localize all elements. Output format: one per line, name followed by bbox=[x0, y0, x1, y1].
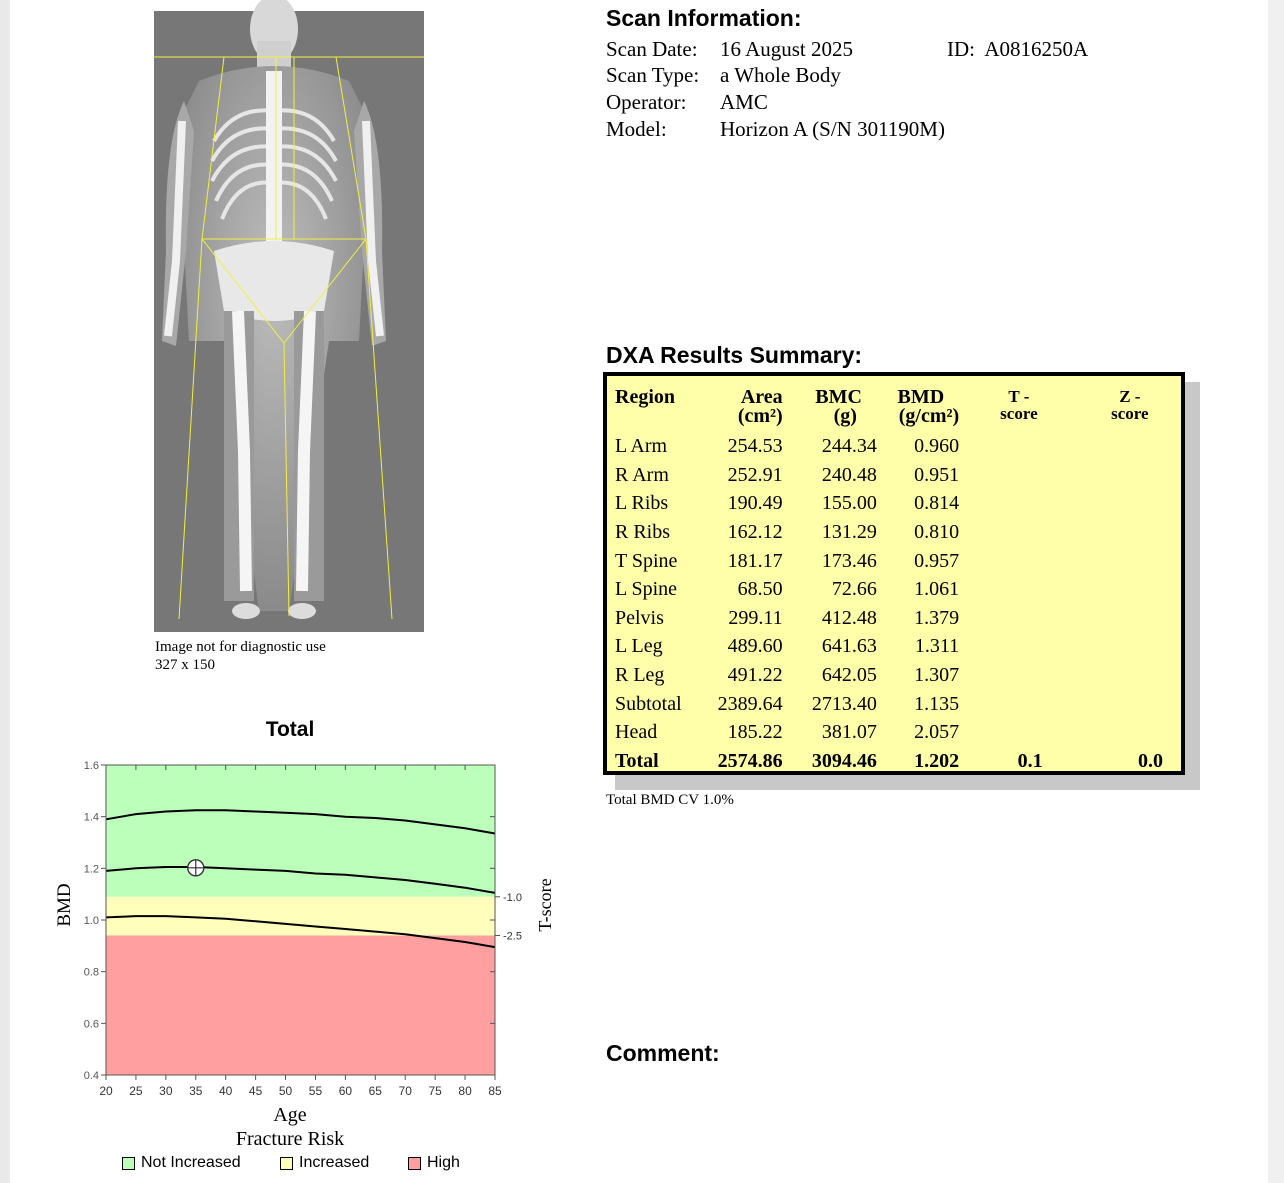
bmd-cv-note: Total BMD CV 1.0% bbox=[606, 792, 734, 808]
t-score-axis-title: T-score bbox=[535, 878, 555, 932]
cell-area: 252.91 bbox=[727, 463, 783, 486]
cell-area: 254.53 bbox=[727, 435, 783, 458]
y-tick-label: 1.4 bbox=[83, 811, 99, 824]
results-heading: DXA Results Summary: bbox=[606, 342, 863, 368]
y-tick-label: 1.6 bbox=[83, 760, 99, 772]
fracture-risk-title: Fracture Risk bbox=[235, 1128, 345, 1150]
cell-bmc: 412.48 bbox=[821, 606, 877, 629]
cell-bmd: 0.810 bbox=[914, 521, 960, 544]
x-tick-label: 85 bbox=[488, 1084, 502, 1098]
cell-z bbox=[1079, 546, 1181, 575]
cell-bmd: 0.814 bbox=[914, 492, 960, 515]
cell-t bbox=[959, 432, 1078, 461]
cell-bmc: 131.29 bbox=[821, 521, 877, 544]
cell-area: 181.17 bbox=[727, 549, 783, 572]
x-tick-label: 55 bbox=[308, 1084, 323, 1098]
dxa-scan-image bbox=[154, 11, 424, 632]
results-box bbox=[603, 372, 1185, 775]
image-caption: Image not for diagnostic use bbox=[155, 639, 326, 655]
cell-z bbox=[1079, 632, 1181, 661]
cell-z bbox=[1079, 518, 1181, 547]
cell-bmd: 1.311 bbox=[914, 635, 960, 658]
cell-t bbox=[959, 546, 1078, 575]
cell-z bbox=[1079, 689, 1181, 718]
cell-bmc: 381.07 bbox=[821, 721, 877, 744]
table-row bbox=[615, 632, 1181, 661]
model-value: Horizon A (S/N 301190M) bbox=[720, 117, 945, 141]
cell-bmd: 1.307 bbox=[914, 664, 960, 687]
cell-t bbox=[959, 718, 1078, 747]
cell-bmd: 1.202 bbox=[914, 749, 960, 772]
legend-increased bbox=[280, 1154, 369, 1172]
y-tick-label: 1.2 bbox=[83, 863, 99, 876]
legend-label: High bbox=[427, 1154, 460, 1171]
x-tick-label: 30 bbox=[159, 1084, 173, 1098]
cell-bmc: 2713.40 bbox=[811, 692, 877, 715]
cell-bmd: 1.061 bbox=[914, 578, 960, 601]
cell-bmd: 1.135 bbox=[914, 692, 960, 715]
table-row bbox=[615, 604, 1181, 633]
x-tick-label: 50 bbox=[278, 1084, 293, 1098]
table-row bbox=[615, 546, 1181, 575]
table-row bbox=[615, 718, 1181, 747]
legend-label: Not Increased bbox=[141, 1154, 241, 1171]
cell-area: 299.11 bbox=[728, 606, 783, 629]
cell-region: R Arm bbox=[615, 463, 669, 486]
cell-z: 0.0 bbox=[1138, 749, 1163, 772]
cell-t bbox=[959, 575, 1078, 604]
chart-title: Total bbox=[265, 718, 315, 741]
cell-t bbox=[959, 632, 1078, 661]
cell-area: 2389.64 bbox=[717, 692, 783, 715]
legend-swatch-not-increased bbox=[122, 1157, 135, 1170]
scan-date-value: 16 August 2025 bbox=[720, 37, 854, 61]
scan-type-label: Scan Type: bbox=[606, 63, 700, 87]
cell-bmc: 641.63 bbox=[821, 635, 877, 658]
cell-bmd: 0.951 bbox=[914, 463, 960, 486]
y-tick-label: 1.0 bbox=[83, 915, 99, 927]
cell-bmc: 155.00 bbox=[821, 492, 877, 515]
y-tick-label: 0.8 bbox=[83, 966, 99, 979]
legend-not-increased bbox=[122, 1154, 241, 1172]
cell-area: 162.12 bbox=[727, 521, 783, 544]
cell-z bbox=[1079, 575, 1181, 604]
table-row bbox=[615, 575, 1181, 604]
cell-region: L Spine bbox=[615, 578, 678, 601]
image-size: 327 x 150 bbox=[155, 657, 215, 673]
x-tick-label: 45 bbox=[248, 1084, 263, 1098]
t-score-tick-label: -1.0 bbox=[503, 891, 522, 904]
table-row bbox=[615, 432, 1181, 461]
id-label: ID: bbox=[947, 37, 975, 61]
x-tick-label: 75 bbox=[428, 1084, 442, 1098]
x-tick-label: 80 bbox=[458, 1084, 472, 1098]
operator-label: Operator: bbox=[606, 90, 687, 114]
header-bmd: BMD (g/cm²) bbox=[897, 386, 960, 427]
cell-region: Head bbox=[615, 721, 658, 744]
model-label: Model: bbox=[606, 117, 667, 141]
header-t-score: T - score bbox=[1000, 387, 1038, 423]
x-tick-label: 20 bbox=[99, 1084, 113, 1098]
y-axis-title: BMD bbox=[54, 883, 75, 927]
operator-value: AMC bbox=[720, 90, 768, 114]
page-edge-shadow bbox=[1268, 0, 1284, 1183]
scan-date-label: Scan Date: bbox=[606, 37, 698, 61]
table-row bbox=[615, 518, 1181, 547]
cell-bmc: 240.48 bbox=[821, 463, 877, 486]
zone-2 bbox=[106, 936, 495, 1076]
comment-heading: Comment: bbox=[606, 1040, 720, 1066]
cell-area: 68.50 bbox=[737, 578, 783, 601]
zone-0 bbox=[106, 765, 495, 897]
report-page bbox=[10, 0, 1268, 1183]
cell-t bbox=[959, 518, 1078, 547]
cell-region: R Ribs bbox=[615, 521, 671, 544]
cell-t: 0.1 bbox=[1017, 749, 1043, 772]
bmd-reference-chart bbox=[30, 750, 555, 1100]
legend-swatch-increased bbox=[280, 1157, 293, 1170]
cell-t bbox=[959, 461, 1078, 490]
cell-bmc: 244.34 bbox=[821, 435, 877, 458]
cell-region: Total bbox=[615, 749, 659, 772]
y-tick-label: 0.4 bbox=[83, 1070, 99, 1082]
cell-bmc: 642.05 bbox=[821, 664, 877, 687]
x-tick-label: 60 bbox=[338, 1084, 353, 1098]
cell-z bbox=[1079, 489, 1181, 518]
cell-bmc: 3094.46 bbox=[811, 749, 877, 772]
cell-t bbox=[959, 689, 1078, 718]
results-table bbox=[615, 388, 1181, 775]
table-row bbox=[615, 689, 1181, 718]
cell-t bbox=[959, 489, 1078, 518]
cell-z bbox=[1079, 604, 1181, 633]
cell-t bbox=[959, 661, 1078, 690]
cell-bmc: 173.46 bbox=[821, 549, 877, 572]
header-area: Area (cm²) bbox=[737, 386, 783, 427]
cell-t bbox=[959, 604, 1078, 633]
cell-area: 190.49 bbox=[727, 492, 783, 515]
cell-area: 491.22 bbox=[727, 664, 783, 687]
patient-id bbox=[947, 37, 1088, 62]
cell-z bbox=[1079, 718, 1181, 747]
cell-z bbox=[1079, 661, 1181, 690]
x-tick-label: 25 bbox=[129, 1084, 143, 1098]
id-value: A0816250A bbox=[984, 37, 1089, 61]
cell-region: L Ribs bbox=[615, 492, 669, 515]
cell-region: T Spine bbox=[615, 549, 678, 572]
header-bmc: BMC (g) bbox=[815, 386, 862, 427]
x-tick-label: 35 bbox=[189, 1084, 203, 1098]
cell-area: 2574.86 bbox=[717, 749, 783, 772]
t-score-tick-label: -2.5 bbox=[503, 930, 522, 943]
cell-region: L Arm bbox=[615, 435, 668, 458]
cell-bmc: 72.66 bbox=[831, 578, 877, 601]
cell-region: R Leg bbox=[615, 664, 665, 687]
cell-region: Pelvis bbox=[615, 606, 664, 629]
x-axis-title: Age bbox=[273, 1104, 307, 1126]
table-row bbox=[615, 461, 1181, 490]
y-tick-label: 0.6 bbox=[83, 1018, 99, 1031]
table-row bbox=[615, 489, 1181, 518]
header-region: Region bbox=[615, 386, 675, 408]
scan-type-value: a Whole Body bbox=[720, 63, 841, 87]
legend-high bbox=[408, 1154, 460, 1172]
cell-area: 489.60 bbox=[727, 635, 783, 658]
cell-bmd: 0.957 bbox=[914, 549, 960, 572]
cell-z bbox=[1079, 432, 1181, 461]
cell-bmd: 0.960 bbox=[914, 435, 960, 458]
cell-z bbox=[1079, 461, 1181, 490]
header-z-score: Z - score bbox=[1111, 387, 1149, 423]
x-tick-label: 65 bbox=[368, 1084, 382, 1098]
cell-region: L Leg bbox=[615, 635, 663, 658]
legend-swatch-high bbox=[408, 1157, 421, 1170]
table-row bbox=[615, 747, 1181, 776]
cell-region: Subtotal bbox=[615, 692, 682, 715]
x-tick-label: 70 bbox=[398, 1084, 412, 1098]
table-row bbox=[615, 661, 1181, 690]
cell-bmd: 1.379 bbox=[914, 606, 960, 629]
legend-label: Increased bbox=[299, 1154, 370, 1171]
x-tick-label: 40 bbox=[219, 1084, 233, 1098]
scan-info-heading: Scan Information: bbox=[606, 5, 802, 31]
cell-area: 185.22 bbox=[727, 721, 783, 744]
cell-bmd: 2.057 bbox=[914, 721, 960, 744]
